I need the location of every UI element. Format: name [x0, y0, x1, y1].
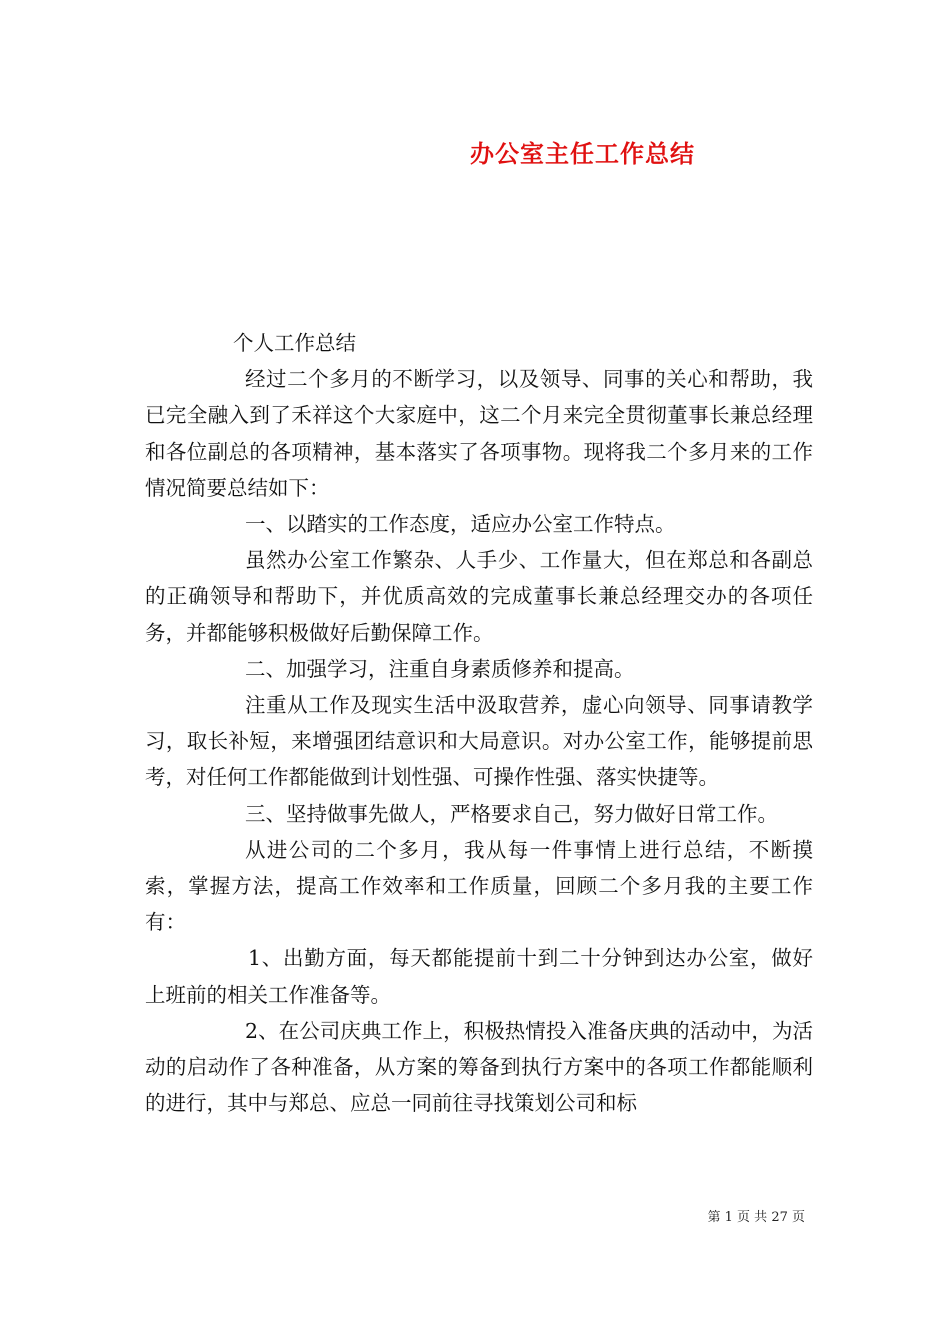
paragraph-intro: 经过二个多月的不断学习，以及领导、同事的关心和帮助，我已完全融入到了禾祥这个大家庭中，这二个月来完全贯彻董事长兼总经理和各位副总的各项精神，基本落实了各项事物。现将我二个多月来的工作情况简要总结如下： — [145, 367, 813, 500]
document-title: 办公室主任工作总结 — [470, 139, 695, 168]
document-body — [145, 325, 813, 1121]
section-heading-3: 三、坚持做事先做人，严格要求自己，努力做好日常工作。 — [245, 801, 778, 826]
paragraph-section-1: 虽然办公室工作繁杂、人手少、工作量大，但在郑总和各副总的正确领导和帮助下，并优质高效的完成董事长兼总经理交办的各项任务，并都能够积极做好后勤保障工作。 — [145, 548, 813, 645]
section-heading-1: 一、以踏实的工作态度，适应办公室工作特点。 — [245, 512, 676, 537]
section-heading-2: 二、加强学习，注重自身素质修养和提高。 — [245, 656, 635, 681]
list-item-celebration: 2、在公司庆典工作上，积极热情投入准备庆典的活动中，为活动的启动作了各种准备，从方案的筹备到执行方案中的各项工作都能顺利的进行，其中与郑总、应总一同前往寻找策划公司和标 — [145, 1018, 813, 1116]
document-subtitle: 个人工作总结 — [233, 331, 356, 355]
list-item-attendance: 1、出勤方面，每天都能提前十到二十分钟到达办公室，做好上班前的相关工作准备等。 — [145, 946, 813, 1007]
paragraph-section-2: 注重从工作及现实生活中汲取营养，虚心向领导、同事请教学习，取长补短，来增强团结意识和大局意识。对办公室工作，能够提前思考，对任何工作都能做到计划性强、可操作性强、落实快捷等。 — [145, 693, 813, 790]
page-number: 第 1 页 共 27 页 — [707, 1210, 805, 1225]
paragraph-section-3: 从进公司的二个多月，我从每一件事情上进行总结，不断摸索，掌握方法，提高工作效率和工作质量，回顾二个多月我的主要工作有： — [145, 837, 813, 935]
